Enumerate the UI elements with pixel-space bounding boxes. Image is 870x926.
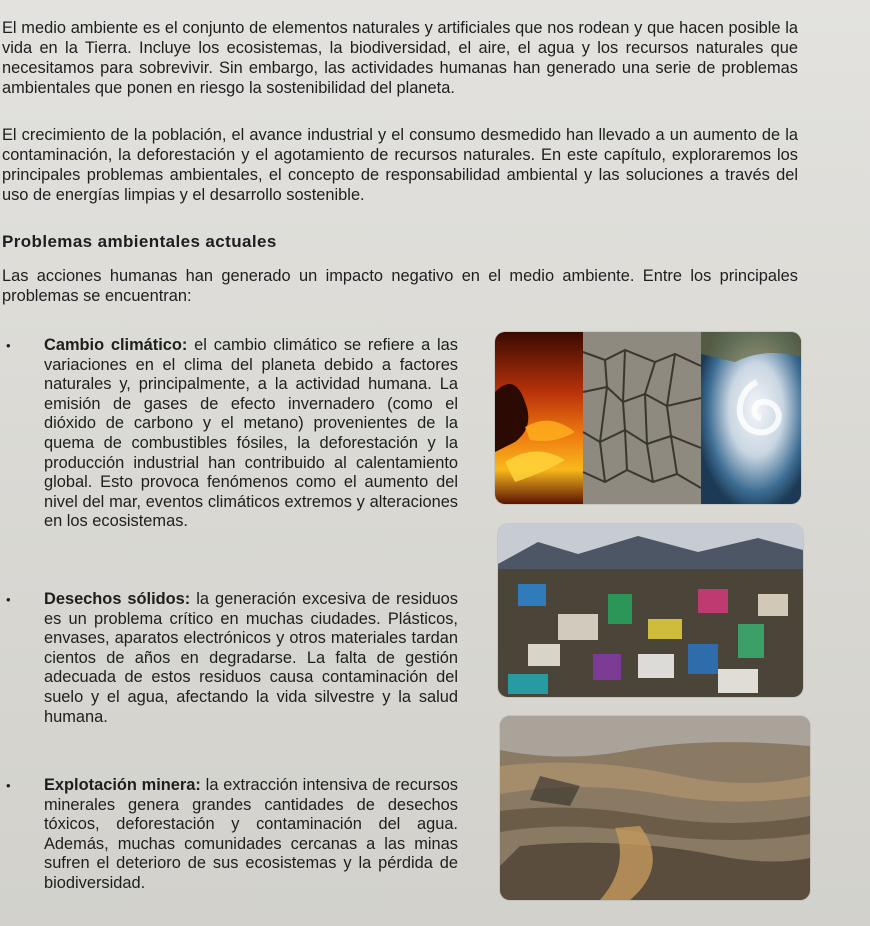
- bullet-text: la generación excesiva de residuos es un problema crítico en muchas ciudades. Plásticos, envases, aparatos electrónicos y otros materiales tardan cientos de años en degradarse. La falta de gestión adecuada de estos residuos causa contaminación del suelo y el agua, afectando la vida silvestre y la salud humana.: [44, 590, 458, 726]
- intro-paragraph-1: El medio ambiente es el conjunto de elementos naturales y artificiales que nos rodean y que hacen posible la vida en la Tierra. Incluye los ecosistemas, la biodiversidad, el aire, el agua y los recursos naturales que necesitamos para sobrevivir. Sin embargo, las actividades humanas han generado una serie de problemas ambientales que ponen en riesgo la sostenibilidad del planeta.: [2, 19, 798, 97]
- bullet-marker: •: [6, 592, 11, 607]
- bullet-mining: [6, 776, 459, 894]
- bullet-marker: •: [6, 338, 11, 353]
- bullet-title: Desechos sólidos:: [44, 590, 191, 608]
- bullet-solid-waste: [6, 590, 458, 727]
- bullet-climate-change: [6, 336, 458, 532]
- mining-image: [500, 716, 810, 900]
- section-lead-paragraph: Las acciones humanas han generado un impacto negativo en el medio ambiente. Entre los principales problemas se encuentran:: [2, 267, 798, 305]
- bullet-text: la extracción intensiva de recursos minerales genera grandes cantidades de desechos tóxicos, deforestación y contaminación del agua. Además, muchas comunidades cercanas a las minas sufren el deterioro de sus ecosistemas y la pérdida de biodiversidad.: [44, 776, 459, 892]
- bullet-title: Cambio climático:: [44, 336, 188, 354]
- section-heading: Problemas ambientales actuales: [2, 232, 277, 251]
- bullet-title: Explotación minera:: [44, 776, 201, 794]
- intro-paragraph-2: El crecimiento de la población, el avance industrial y el consumo desmedido han llevado a un aumento de la contaminación, la deforestación y el agotamiento de recursos naturales. En este capítulo, exploraremos los principales problemas ambientales, el concepto de responsabilidad ambiental y las soluciones a través del uso de energías limpias y el desarrollo sostenible.: [2, 126, 798, 204]
- bullet-text: el cambio climático se refiere a las variaciones en el clima del planeta debido a factores naturales y, principalmente, a la actividad humana. La emisión de gases de efecto invernadero (como el dióxido de carbono y el metano) provenientes de la quema de combustibles fósiles, la deforestación y la producción industrial han contribuido al calentamiento global. Esto provoca fenómenos como el aumento del nivel del mar, eventos climáticos extremos y alteraciones en los ecosistemas.: [44, 336, 458, 531]
- climate-change-image: [495, 332, 801, 504]
- solid-waste-image: [498, 524, 803, 697]
- bullet-marker: •: [6, 778, 11, 793]
